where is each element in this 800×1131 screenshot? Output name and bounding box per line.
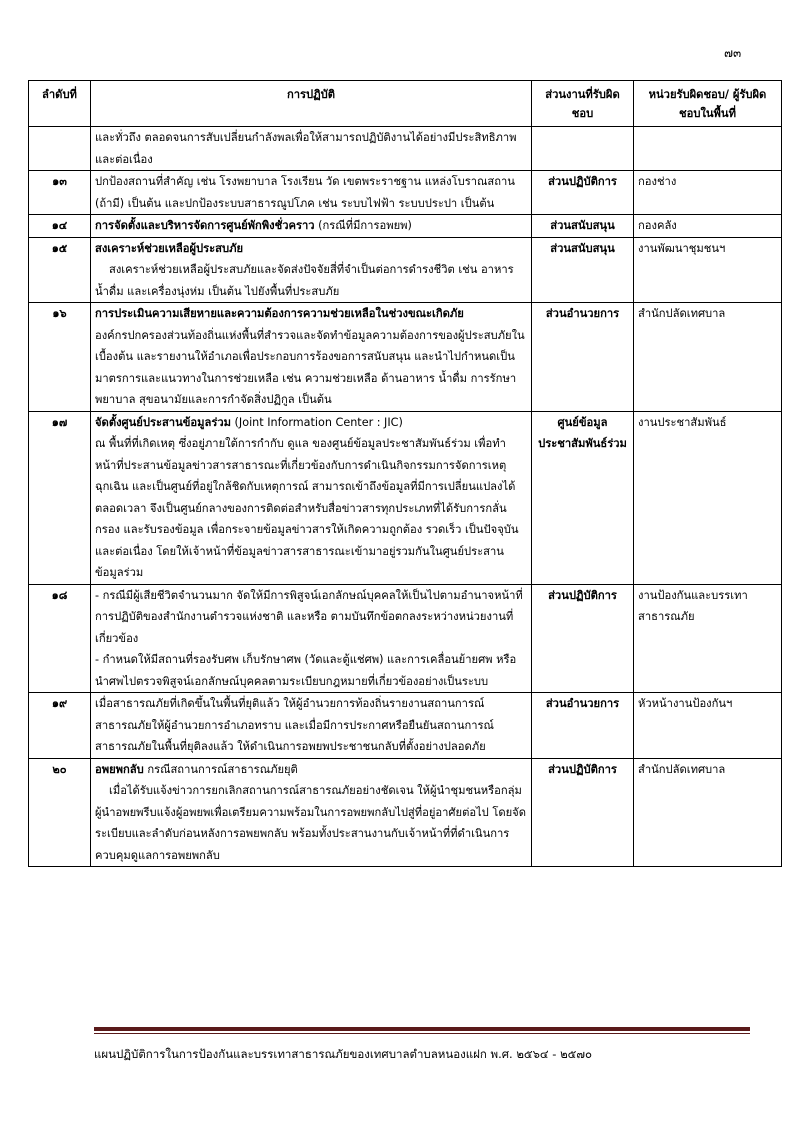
row-responsible: งานประชาสัมพันธ์ xyxy=(634,411,782,584)
row-action xyxy=(91,127,532,171)
row-number: ๑๓ xyxy=(29,171,91,215)
row-unit: ส่วนปฏิบัติการ xyxy=(532,171,634,215)
row-number: ๑๔ xyxy=(29,215,91,238)
table-row xyxy=(29,411,782,584)
header-no: ลำดับที่ xyxy=(29,81,91,127)
row-unit: ส่วนปฏิบัติการ xyxy=(532,584,634,693)
row-title: จัดตั้งศูนย์ประสานข้อมูลร่วม xyxy=(95,415,231,429)
row-title: อพยพกลับ xyxy=(95,762,144,776)
row-body-2: - กำหนดให้มีสถานที่รองรับศพ เก็บรักษาศพ (วัดและตู้แช่ศพ) และการเคลื่อนย้ายศพ หรือนำศพไปตรวจพิสูจน์เอกลักษณ์บุคคลตามระเบียบกฎหมายที่เกี่ยวข้องอย่างเป็นระบบ xyxy=(95,653,517,688)
row-title: การจัดตั้งและบริหารจัดการศูนย์พักพิงชั่วคราว xyxy=(95,219,315,232)
row-unit: ส่วนอำนวยการ xyxy=(532,693,634,759)
row-unit xyxy=(532,127,634,171)
table-row xyxy=(29,758,782,867)
row-responsible: สำนักปลัดเทศบาล xyxy=(634,758,782,867)
action-plan-table xyxy=(28,80,782,867)
row-unit: ศูนย์ข้อมูลประชาสัมพันธ์ร่วม xyxy=(532,411,634,584)
row-body: เมื่อสาธารณภัยที่เกิดขึ้นในพื้นที่ยุติแล้ว ให้ผู้อำนวยการท้องถิ่นรายงานสถานการณ์สาธารณภัยให้ผู้อำนวยการอำเภอทราบ และเมื่อมีการประกาศหรือยืนยันสถานการณ์สาธารณภัยในพื้นที่ยุติลงแล้ว ให้ดำเนินการอพยพประชาชนกลับที่ตั้งอย่างปลอดภัย xyxy=(95,697,494,753)
table-row xyxy=(29,127,782,171)
row-responsible xyxy=(634,127,782,171)
row-title-suffix: (Joint Information Center : JIC) xyxy=(231,415,403,429)
row-unit: ส่วนสนับสนุน xyxy=(532,215,634,238)
row-body: และทั่วถึง ตลอดจนการสับเปลี่ยนกำลังพลเพื่อให้สามารถปฏิบัติงานได้อย่างมีประสิทธิภาพและต่อเนื่อง xyxy=(95,131,517,166)
row-body: - กรณีมีผู้เสียชีวิตจำนวนมาก จัดให้มีการพิสูจน์เอกลักษณ์บุคคลให้เป็นไปตามอำนาจหน้าที่การปฏิบัติของสำนักงานตำรวจแห่งชาติ และหรือ ตามบันทึกข้อตกลงระหว่างหน่วยงานที่เกี่ยวข้อง xyxy=(95,588,523,645)
table-row xyxy=(29,693,782,759)
footer-rule-thin xyxy=(94,1033,750,1034)
row-responsible: งานป้องกันและบรรเทาสาธารณภัย xyxy=(634,584,782,693)
row-number xyxy=(29,127,91,171)
row-number: ๑๘ xyxy=(29,584,91,693)
row-unit: ส่วนสนับสนุน xyxy=(532,237,634,303)
row-action xyxy=(91,758,532,867)
footer-rule-thick xyxy=(94,1027,750,1031)
page-number: ๗๓ xyxy=(724,46,742,60)
footer-text: แผนปฏิบัติการในการป้องกันและบรรเทาสาธารณภัยของเทศบาลตำบลหนองแฝก พ.ศ. ๒๕๖๔ - ๒๕๗๐ xyxy=(94,1047,593,1061)
header-action: การปฏิบัติ xyxy=(91,81,532,127)
row-action xyxy=(91,693,532,759)
row-unit: ส่วนปฏิบัติการ xyxy=(532,758,634,867)
row-responsible: สำนักปลัดเทศบาล xyxy=(634,303,782,412)
row-action xyxy=(91,584,532,693)
row-body: เมื่อได้รับแจ้งข่าวการยกเลิกสถานการณ์สาธารณภัยอย่างชัดเจน ให้ผู้นำชุมชนหรือกลุ่มผู้นำอพยพรีบแจ้งผู้อพยพเพื่อเตรียมความพร้อมในการอพยพกลับไปสู่ที่อยู่อาศัยต่อไป โดยจัดระเบียบและลำดับก่อนหลังการอพยพกลับ พร้อมทั้งประสานงานกับเจ้าหน้าที่ที่ดำเนินการควบคุมดูแลการอพยพกลับ xyxy=(95,784,526,862)
row-number: ๑๕ xyxy=(29,237,91,303)
row-number: ๒๐ xyxy=(29,758,91,867)
row-unit: ส่วนอำนวยการ xyxy=(532,303,634,412)
row-number: ๑๗ xyxy=(29,411,91,584)
header-responsible: หน่วยรับผิดชอบ/ ผู้รับผิดชอบในพื้นที่ xyxy=(634,81,782,127)
row-number: ๑๙ xyxy=(29,693,91,759)
table-row xyxy=(29,303,782,412)
row-body: ณ พื้นที่ที่เกิดเหตุ ซึ่งอยู่ภายใต้การกำกับ ดูแล ของศูนย์ข้อมูลประชาสัมพันธ์ร่วม เพื่อทำหน้าที่ประสานข้อมูลข่าวสารสาธารณะที่เกี่ยวข้องกับการดำเนินกิจกรรมการจัดการเหตุฉุกเฉิน และเป็นศูนย์ที่อยู่ใกล้ชิดกับเหตุการณ์ สามารถเข้าถึงข้อมูลที่มีการเปลี่ยนแปลงได้ตลอดเวลา จึงเป็นศูนย์กลางของการติดต่อสำหรับสื่อข่าวสารทุกประเภทที่ได้รับการกลั่นกรอง และรับรองข้อมูล เพื่อกระจายข้อมูลข่าวสารให้เกิดความถูกต้อง รวดเร็ว เป็นปัจจุบัน และต่อเนื่อง โดยให้เจ้าหน้าที่ข้อมูลข่าวสารสาธารณะเข้ามาอยู่รวมกันในศูนย์ประสานข้อมูลร่วม xyxy=(95,437,519,579)
row-body: ปกป้องสถานที่สำคัญ เช่น โรงพยาบาล โรงเรียน วัด เขตพระราชฐาน แหล่งโบราณสถาน (ถ้ามี) เป็นต้น และปกป้องระบบสาธารณูปโภค เช่น ระบบไฟฟ้า ระบบประปา เป็นต้น xyxy=(95,175,515,210)
row-action xyxy=(91,171,532,215)
row-responsible: หัวหน้างานป้องกันฯ xyxy=(634,693,782,759)
table-row xyxy=(29,237,782,303)
table-row xyxy=(29,584,782,693)
table-header-row xyxy=(29,81,782,127)
row-action xyxy=(91,237,532,303)
row-responsible: กองคลัง xyxy=(634,215,782,238)
row-responsible: งานพัฒนาชุมชนฯ xyxy=(634,237,782,303)
header-unit: ส่วนงานที่รับผิดชอบ xyxy=(532,81,634,127)
row-body: องค์กรปกครองส่วนท้องถิ่นแห่งพื้นที่สำรวจและจัดทำข้อมูลความต้องการของผู้ประสบภัยในเบื้องต้น และรายงานให้อำเภอเพื่อประกอบการร้องขอการสนับสนุน และนำไปกำหนดเป็นมาตรการและแนวทางในการช่วยเหลือ เช่น ความช่วยเหลือ ด้านอาหาร น้ำดื่ม การรักษาพยาบาล สุขอนามัยและการกำจัดสิ่งปฏิกูล เป็นต้น xyxy=(95,328,525,406)
row-title-suffix: (กรณีที่มีการอพยพ) xyxy=(314,219,412,232)
row-body: สงเคราะห์ช่วยเหลือผู้ประสบภัยและจัดส่งปัจจัยสี่ที่จำเป็นต่อการดำรงชีวิต เช่น อาหาร น้ำดื่ม และเครื่องนุ่งห่ม เป็นต้น ไปยังพื้นที่ประสบภัย xyxy=(95,263,514,298)
table-row xyxy=(29,171,782,215)
row-title-suffix: กรณีสถานการณ์สาธารณภัยยุติ xyxy=(143,762,298,776)
row-number: ๑๖ xyxy=(29,303,91,412)
row-action xyxy=(91,303,532,412)
row-action xyxy=(91,411,532,584)
row-responsible: กองช่าง xyxy=(634,171,782,215)
row-action xyxy=(91,215,532,238)
row-title: การประเมินความเสียหายและความต้องการความช่วยเหลือในช่วงขณะเกิดภัย xyxy=(95,307,464,320)
row-title: สงเคราะห์ช่วยเหลือผู้ประสบภัย xyxy=(95,241,244,255)
table-row xyxy=(29,215,782,238)
